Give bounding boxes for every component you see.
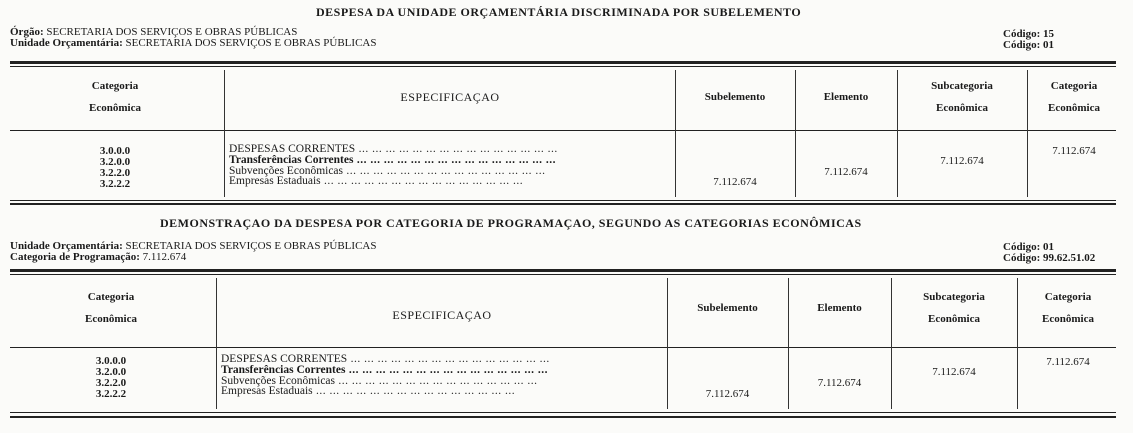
header-line: Econômica: [1042, 313, 1094, 325]
categoria-value: 7.112.674: [142, 251, 187, 263]
header-line: Categoria: [1050, 80, 1098, 92]
header-line: Econômica: [928, 313, 980, 325]
table2-header-especificacao: ESPECIFICAÇAO: [392, 308, 492, 322]
table1-bottom-rule-thin: [10, 200, 1116, 201]
item-row: Transferências Correntes ... .: [229, 155, 671, 166]
unidade-label: Unidade Orçamentária:: [10, 37, 123, 49]
table2-bottom-rule-thin: [10, 412, 1116, 413]
section2-categoria-programacao: [10, 251, 186, 263]
table1-top-rule-thin: [10, 66, 1116, 67]
table1-col-divider: [224, 70, 225, 197]
section1-unidade: [10, 37, 376, 49]
header-line: Categoria: [87, 291, 135, 303]
table1-header-elemento: Elemento: [823, 91, 869, 103]
item-row: Empresas Estaduais ... .: [221, 386, 663, 397]
codigo-value: 99.62.51.02: [1043, 252, 1096, 264]
table2-subelemento-value: 7.112.674: [705, 388, 750, 400]
item-row: DESPESAS CORRENTES ... .: [221, 354, 663, 365]
section1-title: DESPESA DA UNIDADE ORÇAMENTÁRIA DISCRIMINADA POR SUBELEMENTO: [316, 5, 802, 19]
code-row: 3.0.0.0: [95, 355, 127, 367]
table1-header-subcategoria: [898, 75, 1026, 119]
code-row: 3.0.0.0: [99, 145, 131, 157]
orgao-value: SECRETARIA DOS SERVIÇOS E OBRAS PÚBLICAS: [46, 26, 298, 38]
table1-header-especificacao: ESPECIFICAÇAO: [400, 90, 500, 104]
code-row: 3.2.0.0: [95, 366, 127, 378]
section1-codigo-2: [1003, 39, 1054, 51]
table1-codes: [10, 146, 220, 190]
code-row: 3.2.2.2: [95, 388, 127, 400]
orgao-label: Órgão:: [10, 26, 44, 38]
section2-title: DEMONSTRAÇAO DA DESPESA POR CATEGORIA DE PROGRAMAÇAO, SEGUNDO AS CATEGORIAS ECONÔMICAS: [160, 216, 862, 230]
codigo-value: 01: [1043, 39, 1055, 51]
categoria-label: Categoria de Programação:: [10, 251, 140, 263]
header-line: Econômica: [89, 102, 141, 114]
item-row: Empresas Estaduais ... .: [229, 176, 671, 187]
header-line: Categoria: [91, 80, 139, 92]
unidade-value: SECRETARIA DOS SERVIÇOS E OBRAS PÚBLICAS: [125, 37, 377, 49]
table2-header-categoria: [10, 286, 212, 330]
table2-top-rule: [10, 269, 1116, 272]
table2-categoria-value: 7.112.674: [1046, 356, 1090, 368]
item-row: Subvenções Econômicas ... .: [221, 376, 663, 387]
table1-header-rule: [10, 130, 1116, 131]
codigo-label: Código:: [1003, 28, 1041, 40]
item-row: Subvenções Econômicas ... .: [229, 166, 671, 177]
item-row: DESPESAS CORRENTES ... .: [229, 144, 671, 155]
table1-categoria-value: 7.112.674: [1052, 145, 1096, 157]
table2-items: [221, 354, 663, 397]
header-line: Subcategoria: [923, 291, 985, 303]
table2-header-elemento: Elemento: [817, 302, 862, 314]
codigo-label: Código:: [1003, 252, 1041, 264]
codigo-label: Código:: [1003, 39, 1041, 51]
code-row: 3.2.2.0: [99, 167, 131, 179]
table2-col-divider: [216, 278, 217, 409]
table2-header-subcategoria: [892, 286, 1016, 330]
item-row: Transferências Correntes ... .: [221, 365, 663, 376]
code-row: 3.2.2.2: [99, 178, 131, 190]
table1-bottom-rule: [10, 203, 1116, 205]
table2-subcategoria-value: 7.112.674: [932, 366, 976, 378]
codigo-value: 01: [1043, 241, 1055, 253]
header-line: Categoria: [1044, 291, 1092, 303]
code-row: 3.2.0.0: [99, 156, 131, 168]
table2-elemento-value: 7.112.674: [817, 377, 862, 389]
table1-subcategoria-value: 7.112.674: [940, 155, 984, 167]
unidade-label: Unidade Orçamentária:: [10, 240, 123, 252]
codigo-value: 15: [1043, 28, 1055, 40]
header-line: Econômica: [936, 102, 988, 114]
section2-codigo-2: [1003, 252, 1095, 264]
table2-top-rule-thin: [10, 274, 1116, 275]
table2-header-subelemento: Subelemento: [697, 302, 758, 314]
header-line: Econômica: [85, 313, 137, 325]
table1-top-rule: [10, 61, 1116, 64]
table1-header-categoria: [10, 75, 220, 119]
codigo-label: Código:: [1003, 241, 1041, 253]
header-line: Subcategoria: [931, 80, 993, 92]
header-line: Econômica: [1048, 102, 1100, 114]
table1-header-subelemento: Subelemento: [704, 91, 766, 103]
unidade-value: SECRETARIA DOS SERVIÇOS E OBRAS PÚBLICAS: [125, 240, 377, 252]
table1-header-categoria-2: [1028, 75, 1120, 119]
table2-header-rule: [10, 347, 1116, 348]
table2-header-categoria-2: [1018, 286, 1118, 330]
code-row: 3.2.2.0: [95, 377, 127, 389]
table2-bottom-rule: [10, 416, 1116, 418]
table1-subelemento-value: 7.112.674: [713, 176, 757, 188]
table1-elemento-value: 7.112.674: [824, 166, 868, 178]
table1-items: [229, 144, 671, 187]
table2-codes: [10, 356, 212, 400]
